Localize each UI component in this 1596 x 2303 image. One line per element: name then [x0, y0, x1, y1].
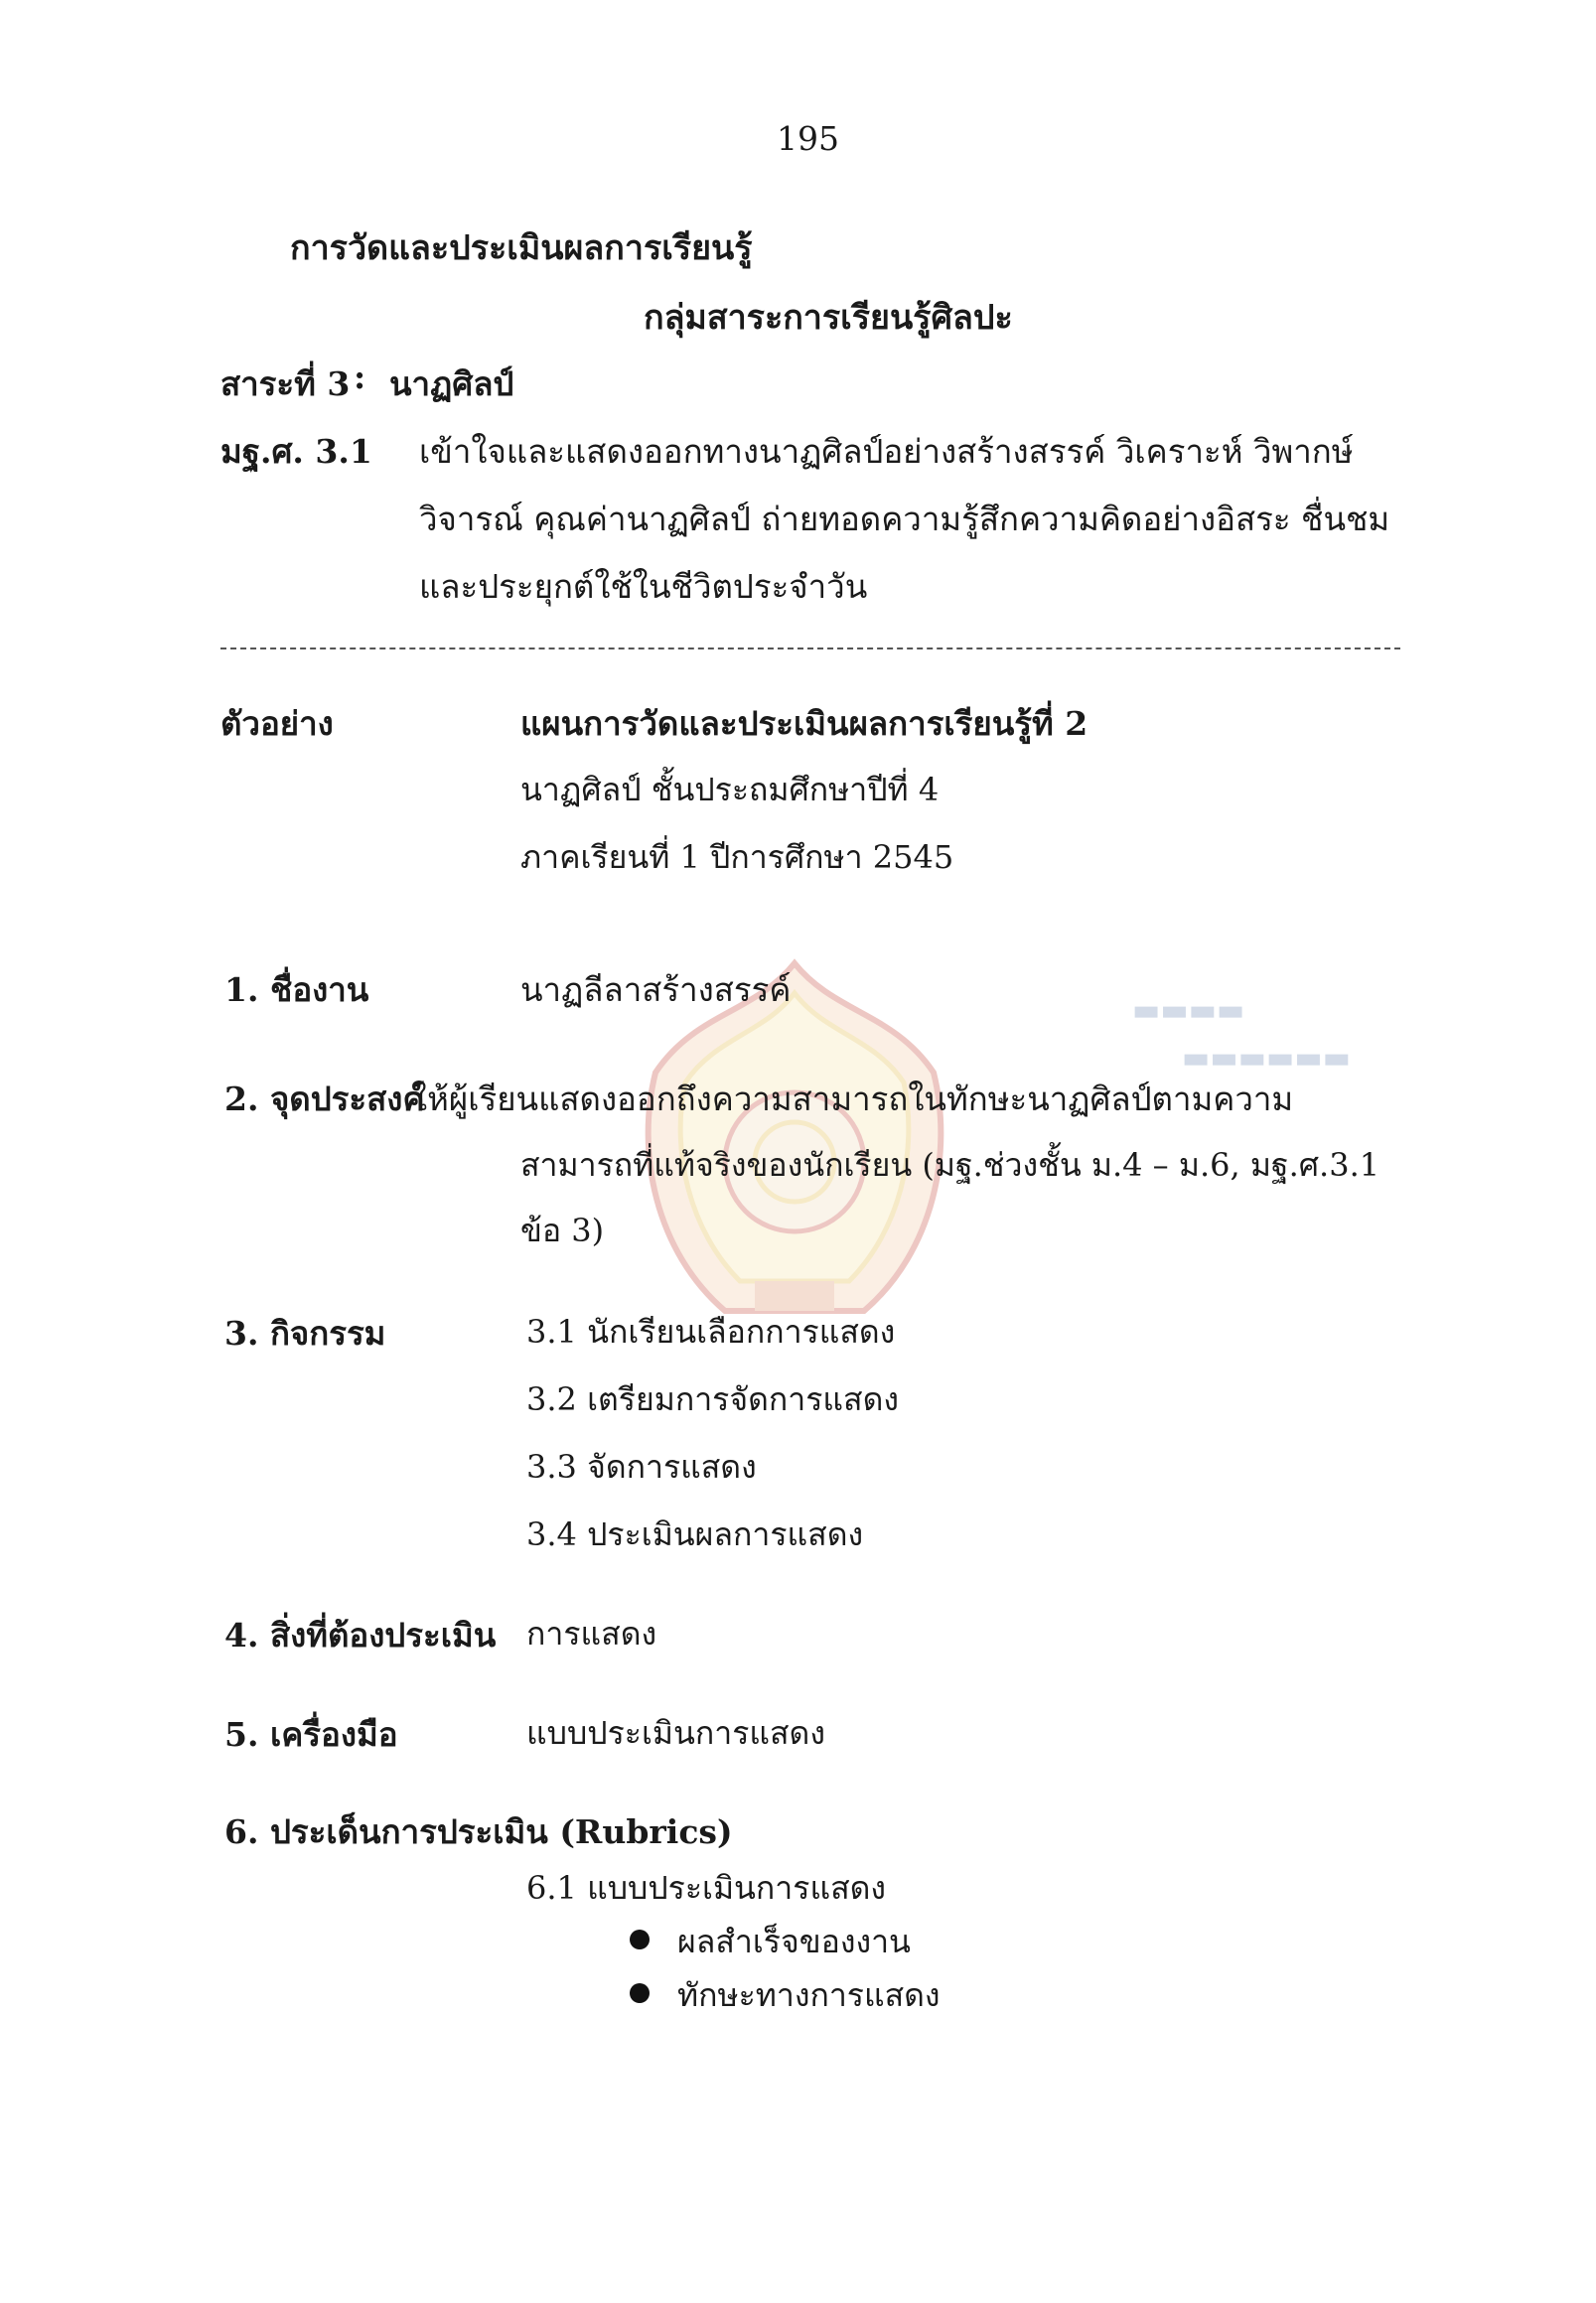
ghost-text-1: ▬▬▬▬: [1132, 993, 1245, 1028]
item3-sub-3: 3.3 จัดการแสดง: [526, 1448, 757, 1486]
ghost-text-2: ▬▬▬▬▬▬: [1182, 1041, 1352, 1076]
divider-dashed: [220, 648, 1400, 649]
standard-line-2: วิจารณ์ คุณค่านาฏศิลป์ ถ่ายทอดความรู้สึกความคิดอย่างอิสระ ชื่นชม: [419, 500, 1390, 538]
item2-line-2: สามารถที่แท้จริงของนักเรียน (มฐ.ช่วงชั้น ม.4 – ม.6, มฐ.ศ.3.1: [520, 1146, 1380, 1184]
item6-sub: 6.1 แบบประเมินการแสดง: [526, 1869, 886, 1907]
example-title: แผนการวัดและประเมินผลการเรียนรู้ที่ 2: [520, 704, 1088, 743]
heading-sub: กลุ่มสาระการเรียนรู้ศิลปะ: [644, 298, 1013, 338]
item5-value: แบบประเมินการแสดง: [526, 1714, 825, 1752]
bullet-icon: [630, 1930, 650, 1949]
item6-bullet-1: ผลสำเร็จของงาน: [677, 1923, 911, 1960]
item2-line-1: ให้ผู้เรียนแสดงออกถึงความสามารถในทักษะนาฏศิลป์ตามความ: [411, 1080, 1294, 1118]
item6-bullet-2: ทักษะทางการแสดง: [677, 1976, 941, 2014]
item2-line-3: ข้อ 3): [520, 1212, 605, 1249]
example-line-3: ภาคเรียนที่ 1 ปีการศึกษา 2545: [520, 838, 954, 876]
standard-line-3: และประยุกต์ใช้ในชีวิตประจำวัน: [419, 567, 868, 606]
item1-label: 1. ชื่องาน: [224, 970, 369, 1009]
standard-code: มฐ.ศ. 3.1: [220, 432, 372, 471]
item1-value: นาฏลีลาสร้างสรรค์: [520, 970, 792, 1009]
strand-sep: :: [354, 358, 366, 396]
item3-label: 3. กิจกรรม: [224, 1314, 386, 1353]
item3-sub-1: 3.1 นักเรียนเลือกการแสดง: [526, 1313, 896, 1351]
example-line-2: นาฏศิลป์ ชั้นประถมศึกษาปีที่ 4: [520, 771, 940, 808]
item5-label: 5. เครื่องมือ: [224, 1715, 398, 1754]
bullet-icon: [630, 1983, 650, 2003]
example-label: ตัวอย่าง: [220, 704, 334, 743]
item2-label: 2. จุดประสงค์: [224, 1080, 425, 1118]
item3-sub-4: 3.4 ประเมินผลการแสดง: [526, 1515, 864, 1553]
item3-sub-2: 3.2 เตรียมการจัดการแสดง: [526, 1380, 899, 1418]
item4-label: 4. สิ่งที่ต้องประเมิน: [224, 1616, 497, 1655]
page-number: 195: [777, 119, 839, 158]
strand-value: นาฏศิลป์: [389, 364, 514, 403]
item6-label: 6. ประเด็นการประเมิน (Rubrics): [224, 1812, 733, 1851]
strand-label: สาระที่ 3: [220, 364, 351, 403]
item4-value: การแสดง: [526, 1615, 657, 1653]
standard-line-1: เข้าใจและแสดงออกทางนาฏศิลป์อย่างสร้างสรรค์ วิเคราะห์ วิพากษ์: [419, 432, 1354, 471]
heading-main: การวัดและประเมินผลการเรียนรู้: [290, 228, 753, 268]
